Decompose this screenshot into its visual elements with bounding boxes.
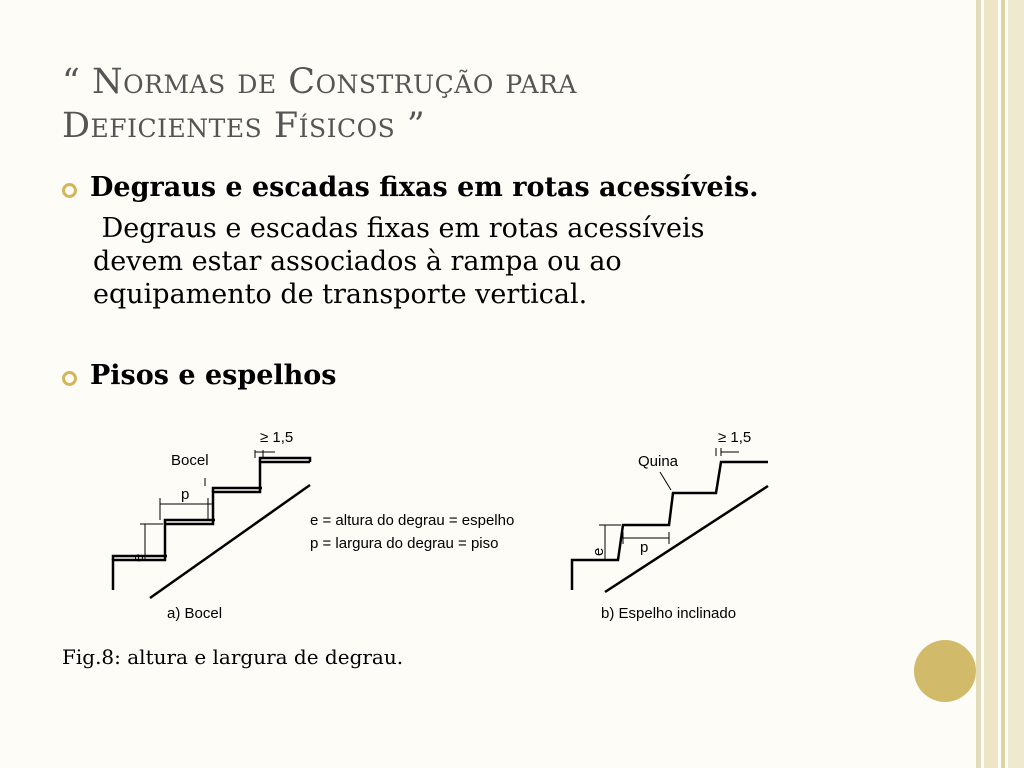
- bocel-stairs: [113, 458, 310, 598]
- quina-dimension: ≥ 1,5: [718, 429, 752, 446]
- bullet-heading: Pisos e espelhos: [90, 360, 337, 391]
- p-symbol-left: p: [181, 486, 190, 503]
- figure-caption: Fig.8: altura e largura de degrau.: [62, 645, 404, 669]
- bullet-circle-icon: [62, 371, 77, 386]
- bullet-body: [93, 212, 913, 311]
- slide-title: [62, 60, 942, 148]
- bocel-label: Bocel: [171, 452, 209, 469]
- stripe: [1008, 0, 1024, 768]
- bocel-caption: a) Bocel: [167, 605, 223, 622]
- e-symbol-right: e: [590, 547, 607, 556]
- bullet-heading: Degraus e escadas fixas em rotas acessíveis.: [90, 172, 759, 203]
- stripe: [976, 0, 981, 768]
- stripe: [984, 0, 998, 768]
- bullet-degraus: [62, 172, 759, 203]
- stair-diagram: [105, 420, 785, 630]
- body-line-1: Degraus e escadas fixas em rotas acessíveis: [93, 213, 705, 244]
- quina-label: Quina: [638, 453, 679, 470]
- stripe: [1001, 0, 1005, 768]
- legend-e: e = altura do degrau = espelho: [310, 512, 515, 529]
- title-line-2: Deficientes Físicos ”: [62, 106, 426, 146]
- body-line-2: devem estar associados à rampa ou ao: [93, 246, 622, 277]
- legend-p: p = largura do degrau = piso: [310, 535, 499, 552]
- side-decoration: [976, 0, 1024, 768]
- body-line-3: equipamento de transporte vertical.: [93, 279, 588, 310]
- decorative-circle: [914, 640, 976, 702]
- title-line-1: “ Normas de Construção para: [62, 62, 577, 102]
- bullet-pisos: [62, 360, 336, 391]
- quina-stairs: [572, 462, 768, 592]
- bocel-dimension: ≥ 1,5: [260, 429, 294, 446]
- bullet-circle-icon: [62, 183, 77, 198]
- quina-caption: b) Espelho inclinado: [601, 605, 737, 622]
- e-symbol-left: e: [130, 553, 147, 562]
- p-symbol-right: p: [640, 539, 649, 556]
- stair-figure: [105, 420, 785, 630]
